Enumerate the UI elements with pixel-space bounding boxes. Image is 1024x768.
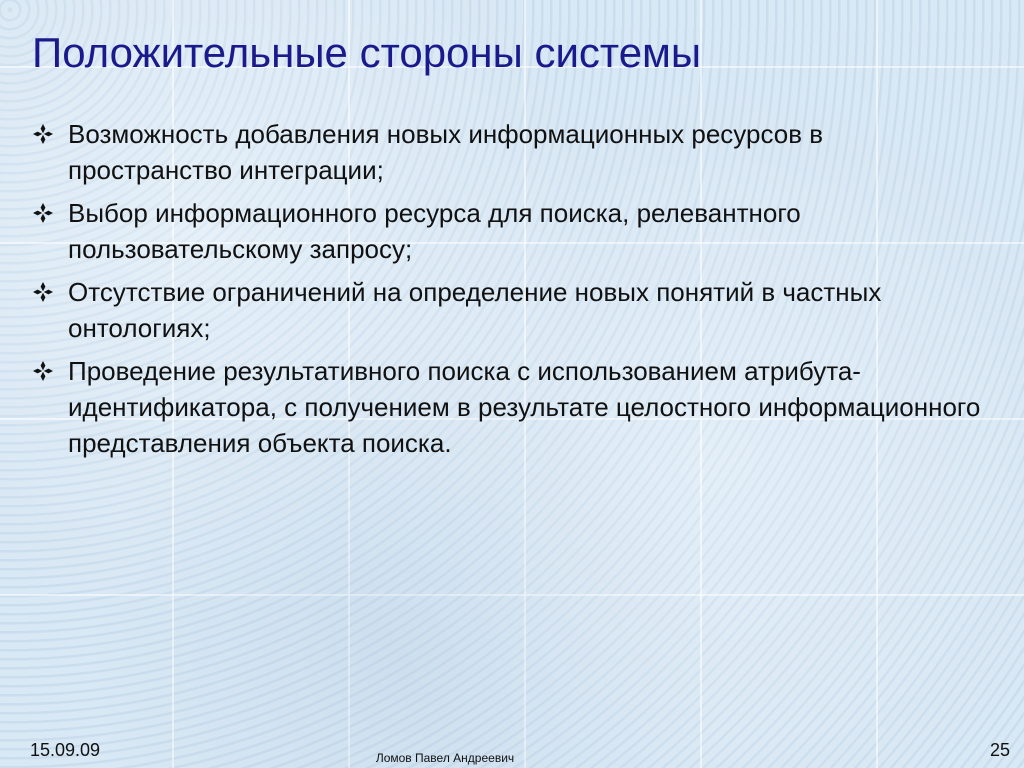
diamond-bullet-icon: [32, 195, 68, 231]
list-item: [32, 353, 982, 461]
list-item: [32, 195, 982, 267]
bullet-text: Проведение результативного поиска с использованием атрибута-идентификатора, с получением в результате целостного информационного представления объекта поиска.: [68, 356, 981, 458]
page-number: 25: [989, 740, 1010, 760]
bullet-text: Отсутствие ограничений на определение новых понятий в частных онтологиях;: [68, 277, 882, 343]
diamond-bullet-icon: [32, 274, 68, 310]
bullet-list: [32, 116, 982, 468]
bullet-text: Возможность добавления новых информационных ресурсов в пространство интеграции;: [68, 119, 824, 185]
bullet-text: Выбор информационного ресурса для поиска, релевантного пользовательскому запросу;: [68, 198, 801, 264]
diamond-bullet-icon: [32, 116, 68, 152]
list-item: [32, 116, 982, 188]
diamond-bullet-icon: [32, 353, 68, 389]
footer-author: Ломов Павел Андреевич: [375, 751, 515, 765]
footer-date: 15.09.09: [30, 740, 101, 760]
slide-title: Положительные стороны системы: [32, 29, 702, 76]
list-item: [32, 274, 982, 346]
